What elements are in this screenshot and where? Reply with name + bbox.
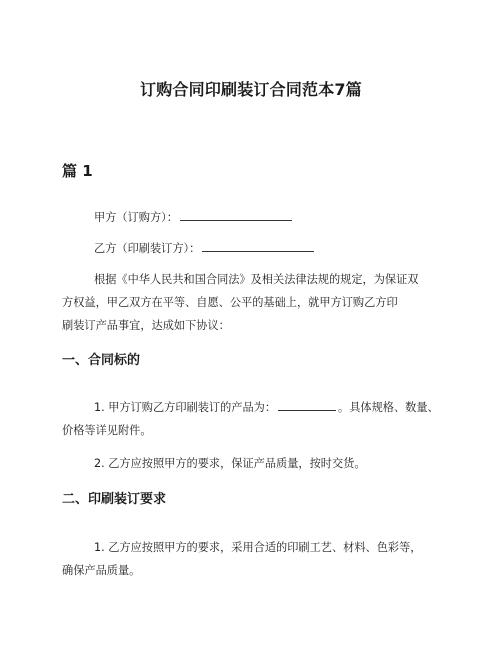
intro-line-3: 刷装订产品事宜，达成如下协议： <box>62 319 230 332</box>
section-1-item-1-post: 。具体规格、数量、 <box>338 401 439 414</box>
section-1-item-1-pre: 1. 甲方订购乙方印刷装订的产品为： <box>94 401 277 414</box>
party-a-blank <box>180 208 292 221</box>
section-1-item-1-line-1 <box>94 397 439 418</box>
section-2-heading: 二、印刷装订要求 <box>62 492 167 507</box>
party-b-blank <box>202 239 314 252</box>
section-1-item-2: 2. 乙方应按照甲方的要求，保证产品质量，按时交货。 <box>94 457 366 470</box>
section-2-item-1-line-2: 确保产品质量。 <box>62 564 141 577</box>
intro-line-1: 根据《中华人民共和国合同法》及相关法律法规的规定，为保证双 <box>94 273 419 286</box>
party-b-label: 乙方（印刷装订方）： <box>94 242 201 255</box>
document-title: 订购合同印刷装订合同范本7篇 <box>140 80 362 99</box>
product-blank <box>278 398 336 411</box>
party-a-line <box>94 207 292 228</box>
party-a-label: 甲方（订购方）： <box>94 211 178 224</box>
intro-line-2: 方权益，甲乙双方在平等、自愿、公平的基础上，就甲方订购乙方印 <box>62 296 398 309</box>
section-1-heading: 一、合同标的 <box>62 353 141 368</box>
chapter-heading: 篇 1 <box>62 162 93 180</box>
section-2-item-1-line-1: 1. 乙方应按照甲方的要求，采用合适的印刷工艺、材料、色彩等， <box>94 541 422 554</box>
party-b-line <box>94 238 314 259</box>
section-1-item-1-line-2: 价格等详见附件。 <box>62 424 152 437</box>
